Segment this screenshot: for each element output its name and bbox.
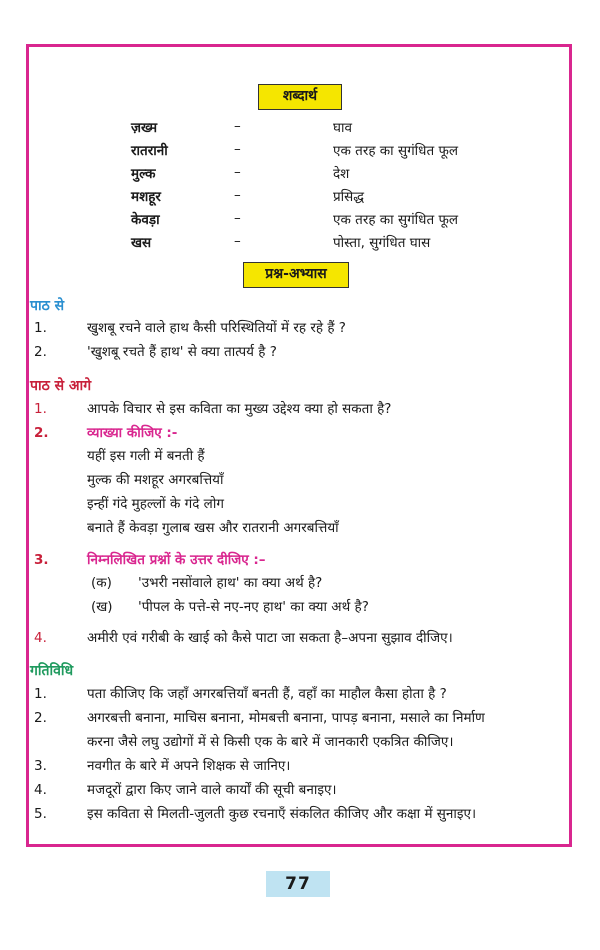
activity-number: 1. xyxy=(34,686,47,702)
glossary-meaning: घाव xyxy=(333,120,352,136)
glossary-dash: – xyxy=(234,141,241,157)
activity-text: नवगीत के बारे में अपने शिक्षक से जानिए। xyxy=(87,758,291,774)
glossary-dash: – xyxy=(234,164,241,180)
glossary-meaning: एक तरह का सुगंधित फूल xyxy=(333,212,459,228)
glossary-meaning: प्रसिद्ध xyxy=(333,189,365,205)
glossary-row xyxy=(0,233,600,255)
activity-text: पता कीजिए कि जहाँ अगरबत्तियाँ बनती हैं, वहाँ का माहौल कैसा होता है ? xyxy=(87,686,447,702)
activity-text: करना जैसे लघु उद्योगों में से किसी एक के बारे में जानकारी एकत्रित कीजिए। xyxy=(87,734,454,750)
glossary-title: शब्दार्थ xyxy=(258,84,342,110)
question-number: 2. xyxy=(34,425,49,441)
activity-number: 2. xyxy=(34,710,47,726)
glossary-dash: – xyxy=(234,233,241,249)
glossary-meaning: पोस्ता, सुगंधित घास xyxy=(333,235,431,251)
glossary-dash: – xyxy=(234,118,241,134)
glossary-row xyxy=(0,210,600,232)
poem-line: यहीं इस गली में बनती हैं xyxy=(87,448,205,464)
glossary-word: मशहूर xyxy=(131,189,161,205)
activity-number: 5. xyxy=(34,806,47,822)
activity-text: अगरबत्ती बनाना, माचिस बनाना, मोमबत्ती बनाना, पापड़ बनाना, मसाले का निर्माण xyxy=(87,710,485,726)
glossary-dash: – xyxy=(234,210,241,226)
sub-question-text: 'उभरी नसोंवाले हाथ' का क्या अर्थ है? xyxy=(138,575,323,591)
question-text: निम्नलिखित प्रश्नों के उत्तर दीजिए :– xyxy=(87,552,266,568)
question-text: खुशबू रचने वाले हाथ कैसी परिस्थितियों में रह रहे हैं ? xyxy=(87,320,346,336)
poem-line: बनाते हैं केवड़ा गुलाब खस और रातरानी अगरबत्तियाँ xyxy=(87,520,339,536)
activity-number: 3. xyxy=(34,758,47,774)
question-number: 2. xyxy=(34,344,47,360)
question-text: व्याख्या कीजिए :- xyxy=(87,425,178,441)
question-text: 'खुशबू रचते हैं हाथ' से क्या तात्पर्य है ? xyxy=(87,344,277,360)
question-number: 1. xyxy=(34,320,47,336)
glossary-meaning: एक तरह का सुगंधित फूल xyxy=(333,143,459,159)
section-heading-path-se: पाठ से xyxy=(30,298,65,314)
section-heading-activity: गतिविधि xyxy=(30,663,74,679)
question-number: 1. xyxy=(34,401,47,417)
question-text: अमीरी एवं गरीबी के खाई को कैसे पाटा जा सकता है–अपना सुझाव दीजिए। xyxy=(87,630,453,646)
glossary-row xyxy=(0,187,600,209)
glossary-meaning: देश xyxy=(333,166,350,182)
page-number: 77 xyxy=(266,871,330,897)
poem-line: मुल्क की मशहूर अगरबत्तियाँ xyxy=(87,472,224,488)
sub-question-text: 'पीपल के पत्ते-से नए-नए हाथ' का क्या अर्थ है? xyxy=(138,599,369,615)
poem-line: इन्हीं गंदे मुहल्लों के गंदे लोग xyxy=(87,496,224,512)
question-number: 4. xyxy=(34,630,47,646)
activity-text: इस कविता से मिलती-जुलती कुछ रचनाएँ संकलित कीजिए और कक्षा में सुनाइए। xyxy=(87,806,477,822)
exercise-title: प्रश्न-अभ्यास xyxy=(243,262,349,288)
question-number: 3. xyxy=(34,552,49,568)
activity-number: 4. xyxy=(34,782,47,798)
section-heading-path-se-aage: पाठ से आगे xyxy=(30,378,92,394)
glossary-row xyxy=(0,141,600,163)
glossary-dash: – xyxy=(234,187,241,203)
activity-text: मजदूरों द्वारा किए जाने वाले कार्यों की सूची बनाइए। xyxy=(87,782,337,798)
glossary-word: ज़ख्म xyxy=(131,120,158,136)
glossary-word: खस xyxy=(131,235,152,251)
sub-question-key: (ख) xyxy=(91,599,113,615)
glossary-row xyxy=(0,118,600,140)
question-text: आपके विचार से इस कविता का मुख्य उद्देश्य क्या हो सकता है? xyxy=(87,401,392,417)
glossary-word: केवड़ा xyxy=(131,212,160,228)
glossary-word: रातरानी xyxy=(131,143,168,159)
glossary-word: मुल्क xyxy=(131,166,156,182)
sub-question-key: (क) xyxy=(91,575,112,591)
glossary-row xyxy=(0,164,600,186)
